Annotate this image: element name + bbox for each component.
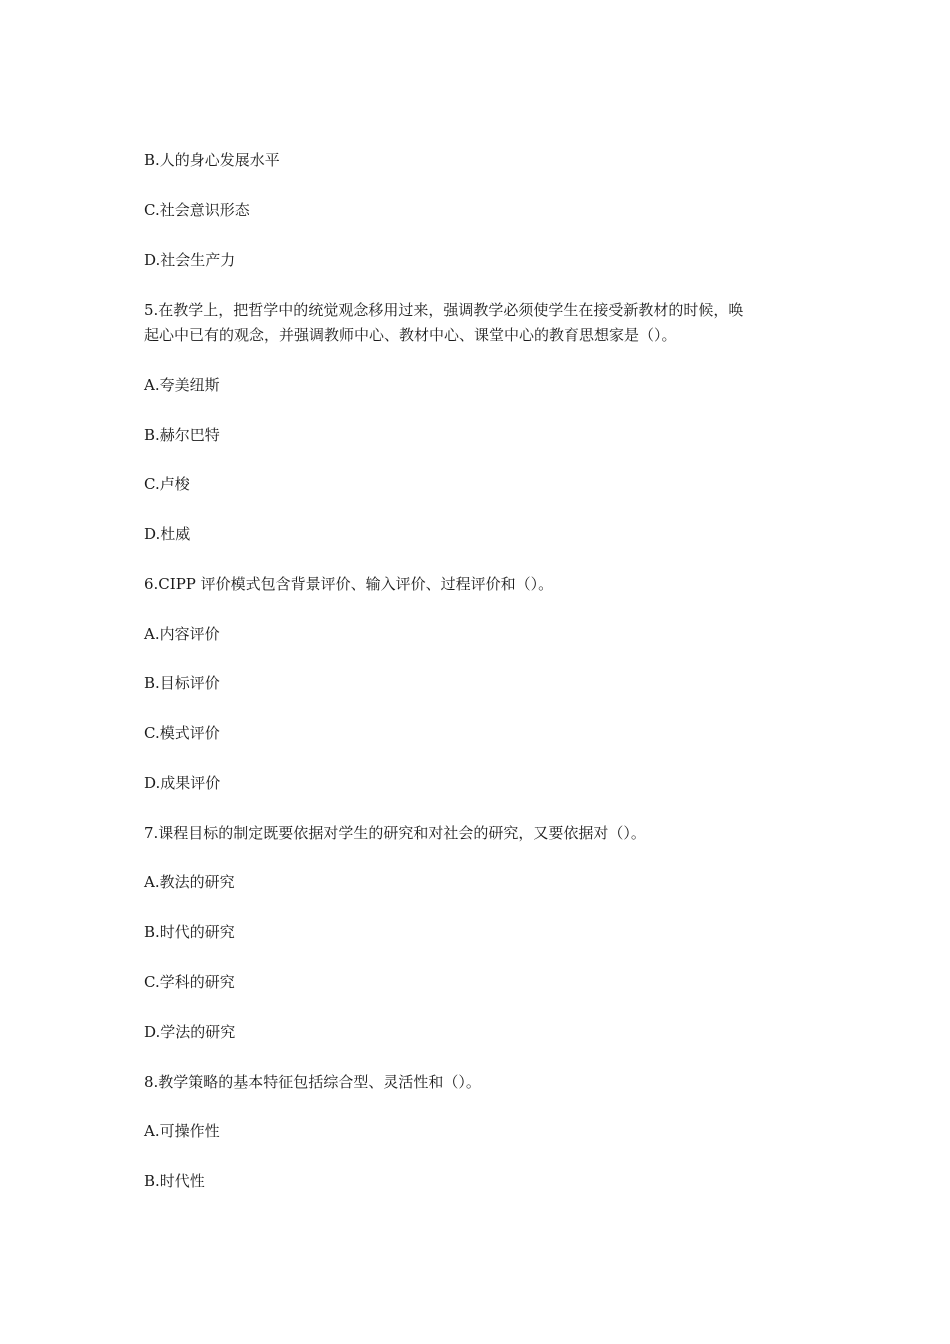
q5-option-d: D.杜威 [144,525,191,543]
q6-option-b: B.目标评价 [144,674,220,692]
q7-stem: 7.课程目标的制定既要依据对学生的研究和对社会的研究，又要依据对（）。 [144,824,646,842]
q6-option-a: A.内容评价 [144,625,220,643]
q6-stem: 6.CIPP 评价模式包含背景评价、输入评价、过程评价和（）。 [144,575,554,593]
q4-option-b: B.人的身心发展水平 [144,151,280,169]
q5-option-b: B.赫尔巴特 [144,426,220,444]
q8-option-a: A.可操作性 [144,1122,220,1140]
q4-option-d: D.社会生产力 [144,251,236,269]
q8-stem: 8.教学策略的基本特征包括综合型、灵活性和（）。 [144,1073,481,1091]
q5-stem-line1: 5.在教学上，把哲学中的统觉观念移用过来，强调教学必须使学生在接受新教材的时候，唤 [144,301,744,319]
q7-option-d: D.学法的研究 [144,1023,236,1041]
q7-option-a: A.教法的研究 [144,873,235,891]
q6-option-d: D.成果评价 [144,774,221,792]
q5-stem-line2: 起心中已有的观念，并强调教师中心、教材中心、课堂中心的教育思想家是（）。 [144,326,677,344]
q5-option-a: A.夸美纽斯 [144,376,220,394]
q6-option-c: C.模式评价 [144,724,220,742]
q4-option-c: C.社会意识形态 [144,201,250,219]
q7-option-c: C.学科的研究 [144,973,235,991]
q5-option-c: C.卢梭 [144,475,190,493]
q7-option-b: B.时代的研究 [144,923,235,941]
q8-option-b: B.时代性 [144,1172,205,1190]
